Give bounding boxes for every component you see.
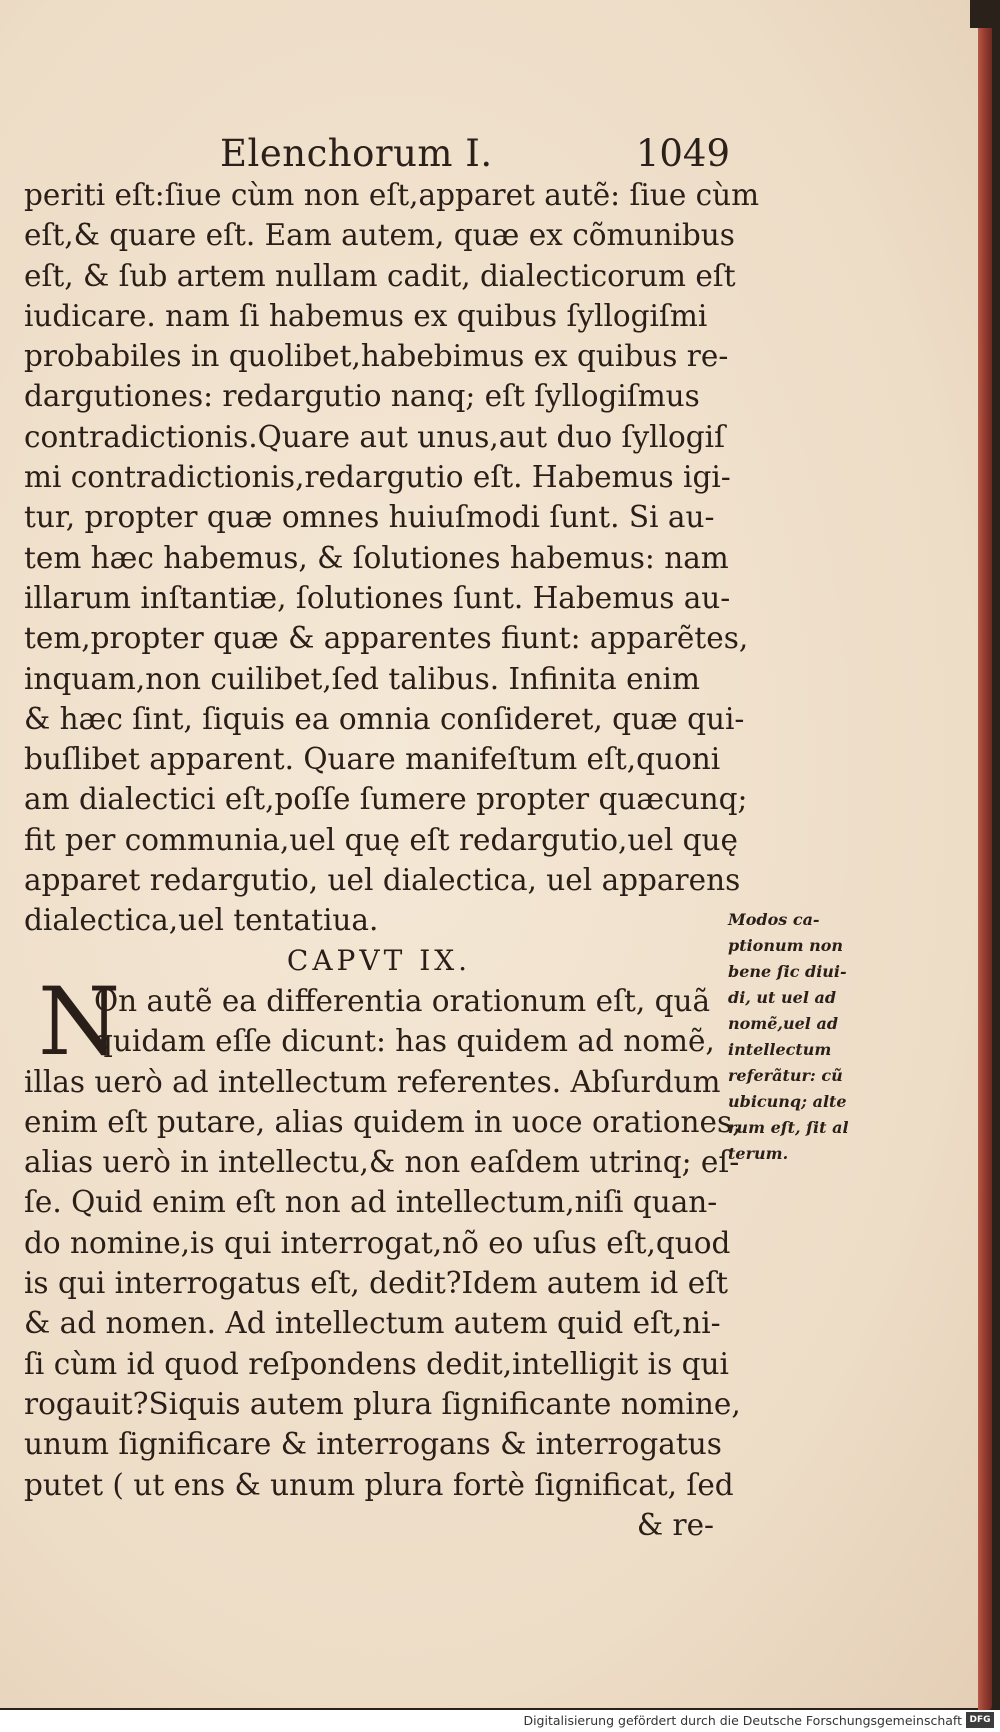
text-line: & hæc ſint, ſiquis ea omnia conſideret, quæ qui- <box>24 701 745 736</box>
footer-strip <box>0 1710 1000 1732</box>
text-line: periti eſt:ſiue cùm non eſt,apparet autẽ: ſiue cùm <box>24 178 760 212</box>
text-line: do nomine,is qui interrogat,nõ eo uſus eſt,quod <box>24 1225 731 1260</box>
text-line: ſi cùm id quod reſpondens dedit,intelligit is qui <box>24 1346 729 1381</box>
running-title: Elenchorum I. <box>220 132 493 175</box>
margin-note-line: Modos ca- <box>728 910 820 929</box>
text-line: probabiles in quolibet,habebimus ex quibus re- <box>24 339 729 374</box>
margin-note-line: ubicunq; alte <box>728 1092 847 1111</box>
text-line: unum ſignificare & interrogans & interrogatus <box>24 1427 722 1462</box>
text-line: ſe. Quid enim eſt non ad intellectum,niſi quan- <box>24 1185 718 1220</box>
margin-note <box>728 907 870 1167</box>
text-line: tem,propter quæ & apparentes fiunt: apparẽtes, <box>24 621 749 656</box>
text-line: putet ( ut ens & unum plura fortè ſignificat, ſed <box>24 1467 734 1502</box>
drop-cap: N <box>38 967 121 1077</box>
margin-note-line: nomẽ,uel ad <box>728 1014 838 1033</box>
dropcap-line-text: On autẽ ea differentia orationum eſt, quã <box>94 983 711 1018</box>
margin-note-line: intellectum <box>728 1040 832 1059</box>
margin-note-line: ptionum non <box>728 936 844 955</box>
margin-note-line: terum. <box>728 1144 789 1163</box>
footer-credit: Digitalisierung gefördert durch die Deutsche Forschungsgemeinschaft <box>523 1713 962 1728</box>
text-line: iudicare. nam ſi habemus ex quibus ſyllogiſmi <box>24 298 708 333</box>
text-line: am dialectici eſt,poſſe ſumere propter quæcunq; <box>24 782 748 817</box>
text-line: is qui interrogatus eſt, dedit?Idem autem id eſt <box>24 1266 729 1301</box>
text-line: illarum inſtantiæ, ſolutiones ſunt. Habemus au- <box>24 580 731 615</box>
text-line: quidam eſſe dicunt: has quidem ad nomẽ, <box>94 1024 715 1059</box>
text-line: eſt, & ſub artem nullam cadit, dialecticorum eſt <box>24 258 736 293</box>
text-line: apparet redargutio, uel dialectica, uel apparens <box>24 863 741 898</box>
margin-note-line: rum eſt, ſit al <box>728 1118 849 1137</box>
text-line: inquam,non cuilibet,ſed talibus. Infinita enim <box>24 661 700 696</box>
text-line: dialectica,uel tentatiua. <box>24 903 379 938</box>
text-line: buſlibet apparent. Quare manifeſtum eſt,quoni <box>24 742 721 777</box>
margin-note-line: referãtur: cũ <box>728 1066 843 1085</box>
text-line: fit per communia,uel quę eſt redargutio,uel quę <box>24 822 739 857</box>
margin-note-line: di, ut uel ad <box>728 988 837 1007</box>
page-number: 1049 <box>635 132 730 175</box>
text-line: tur, propter quæ omnes huiuſmodi ſunt. Si au- <box>24 500 715 535</box>
text-line: dargutiones: redargutio nanq; eſt ſyllogiſmus <box>24 379 700 414</box>
text-line: illas uerò ad intellectum referentes. Abſurdum <box>24 1064 721 1099</box>
book-page-edge <box>978 20 992 1710</box>
text-line: alias uerò in intellectu,& non eaſdem utrinq; eſ- <box>24 1145 740 1180</box>
chapter-heading: CAPVT IX. <box>286 943 472 977</box>
text-line: enim eſt putare, alias quidem in uoce orationes, <box>24 1104 742 1139</box>
text-line: rogauit?Siquis autem plura ſignificante nomine, <box>24 1386 741 1421</box>
background-corner <box>970 0 1000 28</box>
text-line: & ad nomen. Ad intellectum autem quid eſt,ni- <box>24 1306 721 1341</box>
catchword: & re- <box>636 1507 714 1542</box>
text-line: tem hæc habemus, & ſolutiones habemus: nam <box>24 540 729 575</box>
text-line: eſt,& quare eſt. Eam autem, quæ ex cõmunibus <box>24 218 735 253</box>
text-line: mi contradictionis,redargutio eſt. Habemus igi- <box>24 460 731 495</box>
text-line: contradictionis.Quare aut unus,aut duo ſyllogiſ <box>24 419 725 454</box>
margin-note-line: bene ſic diui- <box>728 962 847 981</box>
dfg-logo-icon: DFG <box>966 1712 994 1728</box>
